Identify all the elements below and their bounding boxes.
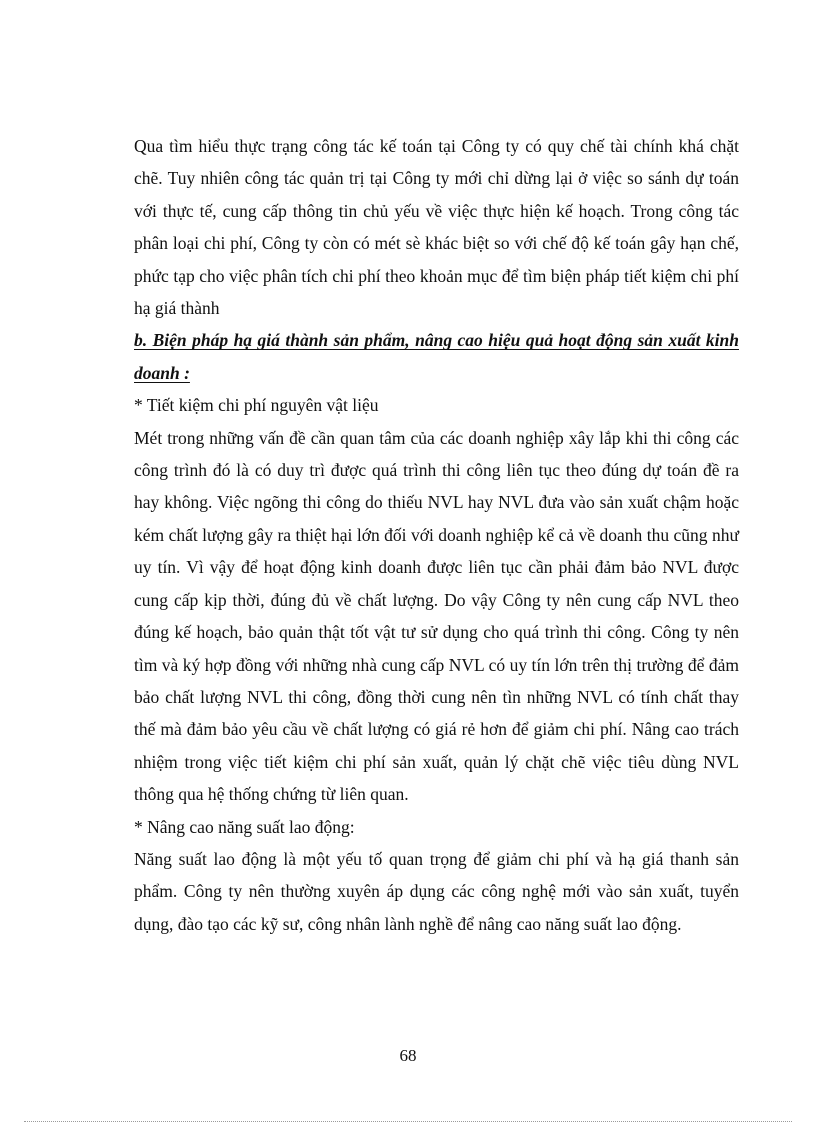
paragraph-material-savings: Mét trong những vấn đề cần quan tâm của các doanh nghiệp xây lắp khi thi công các công trình đó là có duy trì được quá trình thi công liên tục theo đúng dự toán đề ra hay không. Việc ngõng thi công do thiếu NVL hay NVL đưa vào sản xuất chậm hoặc kém chất lượng gây ra thiệt hại lớn đối với doanh nghiệp kể cả về doanh thu cũng như uy tín. Vì vậy để hoạt động kinh doanh được liên tục cần phải đảm bảo NVL được cung cấp kịp thời, đúng đủ về chất lượng. Do vậy Công ty nên cung cấp NVL theo đúng kế hoạch, bảo quản thật tốt vật tư sử dụng cho quá trình thi công. Công ty nên tìm và ký hợp đồng với những nhà cung cấp NVL có uy tín lớn trên thị trường để đảm bảo chất lượng NVL thi công, đồng thời cung nên tìn những NVL có tính chất thay thế mà đảm bảo yêu cầu về chất lượng có giá rẻ hơn để giảm chi phí. Nâng cao trách nhiệm trong việc tiết kiệm chi phí sản xuất, quản lý chặt chẽ việc tiêu dùng NVL thông qua hệ thống chứng từ liên quan. [134, 427, 739, 805]
bullet-material-savings: * Tiết kiệm chi phí nguyên vật liệu [134, 395, 379, 416]
section-heading-b: b. Biện pháp hạ giá thành sản phẩm, nâng cao hiệu quả hoạt động sản xuất kinh doanh : [134, 330, 739, 383]
bullet-labor-productivity: * Nâng cao năng suất lao động: [134, 816, 355, 837]
page-body [134, 130, 739, 940]
paragraph-labor-productivity: Năng suất lao động là một yếu tố quan trọng để giảm chi phí và hạ giá thanh sản phẩm. Công ty nên thường xuyên áp dụng các công nghệ mới vào sản xuất, tuyển dụng, đào tạo các kỹ sư, công nhân lành nghề để nâng cao năng suất lao động. [134, 848, 739, 934]
page-number: 68 [399, 1046, 417, 1065]
paragraph-accounting-assessment: Qua tìm hiểu thực trạng công tác kế toán tại Công ty có quy chế tài chính khá chặt chẽ. Tuy nhiên công tác quản trị tại Công ty mới chỉ dừng lại ở việc so sánh dự toán với thực tế, cung cấp thông tin chủ yếu về việc thực hiện kế hoạch. Trong công tác phân loại chi phí, Công ty còn có mét sè khác biệt so với chế độ kế toán gây hạn chế, phức tạp cho việc phân tích chi phí theo khoản mục để tìm biện pháp tiết kiệm chi phí hạ giá thành [134, 136, 739, 319]
footer-divider [24, 1121, 792, 1122]
